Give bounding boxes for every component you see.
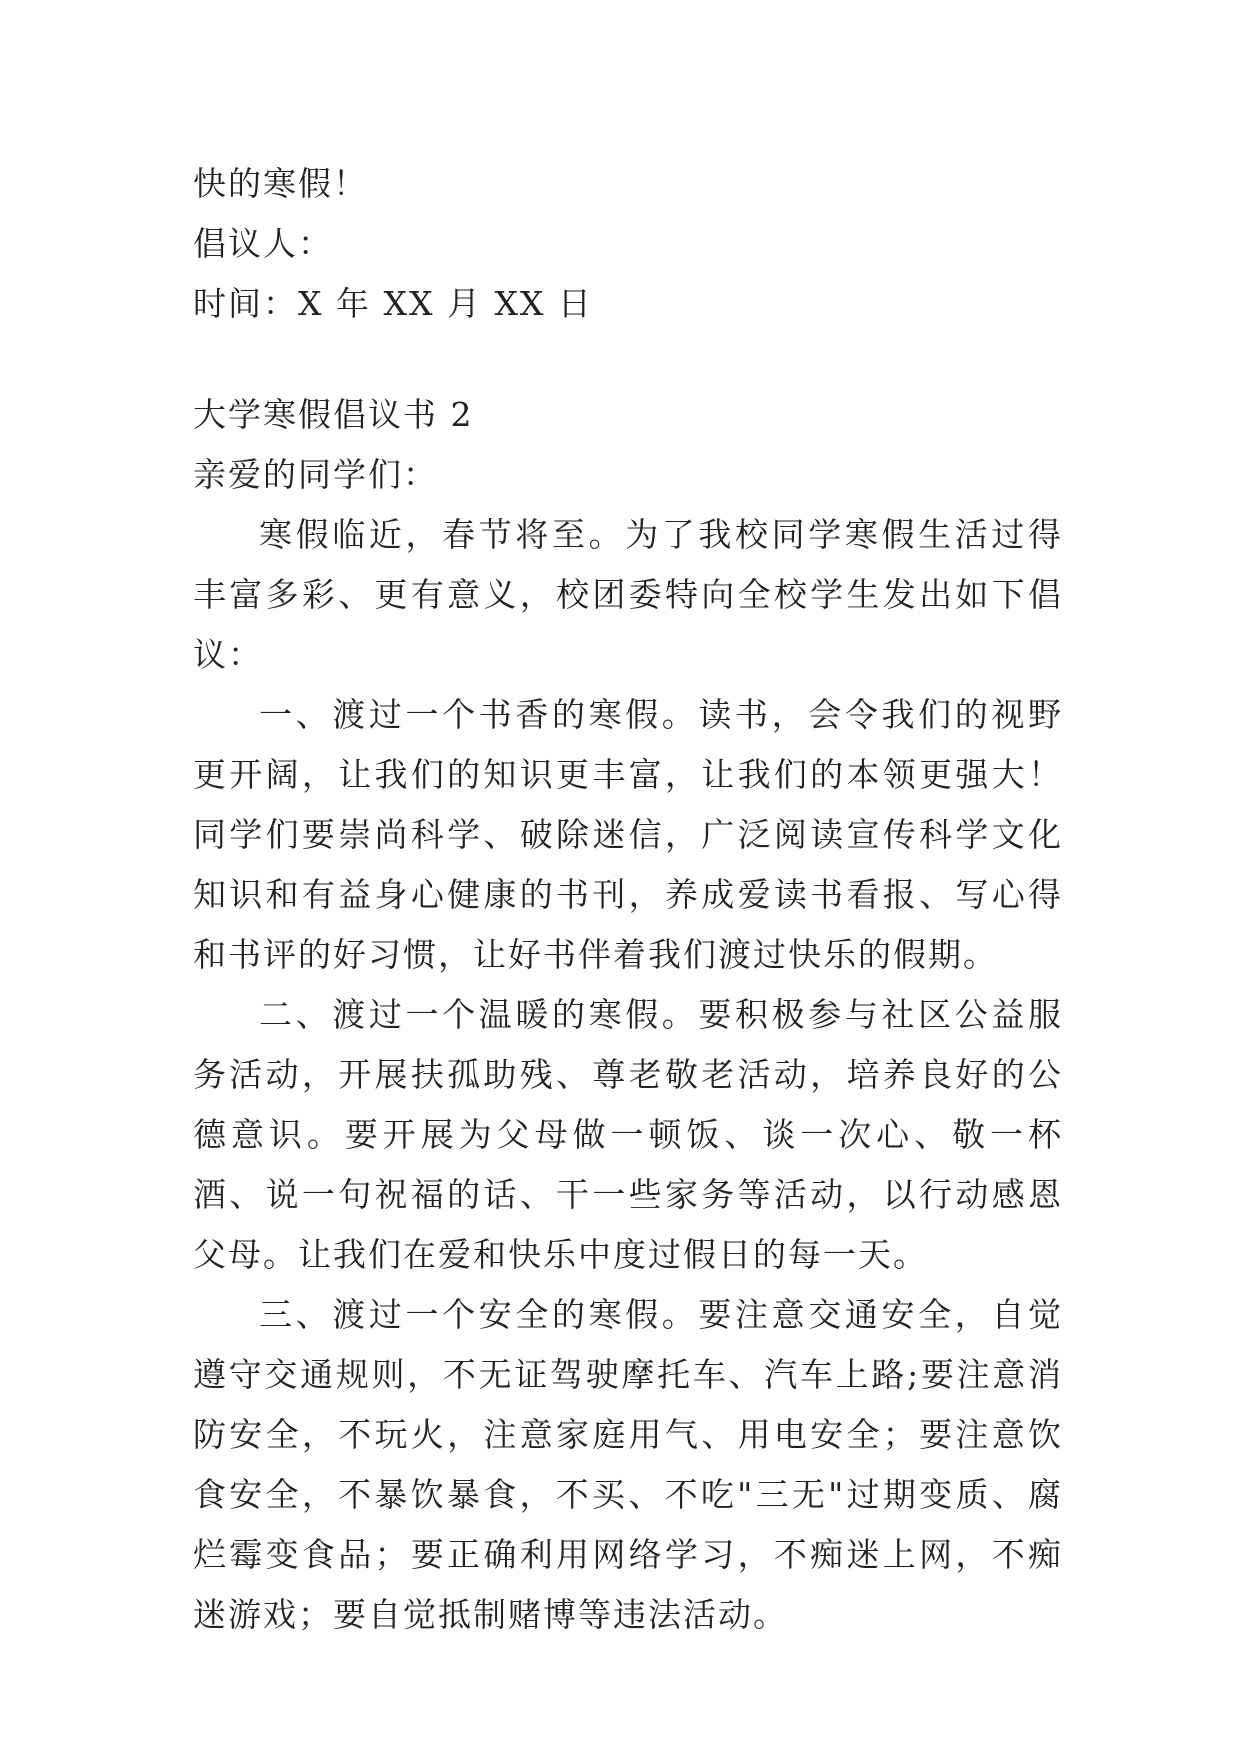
closing-line: 快的寒假！: [193, 164, 368, 203]
initiator-line: 倡议人：: [193, 224, 333, 263]
salutation: 亲爱的同学们：: [193, 455, 438, 494]
item-paragraph-2: 二、渡过一个温暖的寒假。要积极参与社区公益服务活动，开展扶孤助残、尊老敬老活动，培养良好的公德意识。要开展为父母做一顿饭、谈一次心、敬一杯酒、说一句祝福的话、干一些家务等活动，以行动感恩父母。让我们在爱和快乐中度过假日的每一天。: [193, 995, 1063, 1274]
document-body: [193, 154, 1063, 1645]
section-title: 大学寒假倡议书 2: [193, 395, 474, 434]
date-line: 时间：X 年 XX 月 XX 日: [193, 284, 593, 323]
item-paragraph-3: 三、渡过一个安全的寒假。要注意交通安全，自觉遵守交通规则，不无证驾驶摩托车、汽车上路;要注意消防安全，不玩火，注意家庭用气、用电安全；要注意饮食安全，不暴饮暴食，不买、不吃"三无"过期变质、腐烂霉变食品；要正确利用网络学习，不痴迷上网，不痴迷游戏；要自觉抵制赌博等违法活动。: [193, 1295, 1063, 1634]
intro-paragraph: 寒假临近，春节将至。为了我校同学寒假生活过得丰富多彩、更有意义，校团委特向全校学生发出如下倡议：: [193, 515, 1063, 674]
item-paragraph-1: 一、渡过一个书香的寒假。读书，会令我们的视野更开阔，让我们的知识更丰富，让我们的本领更强大！同学们要崇尚科学、破除迷信，广泛阅读宣传科学文化知识和有益身心健康的书刊，养成爱读书看报、写心得和书评的好习惯，让好书伴着我们渡过快乐的假期。: [193, 695, 1063, 974]
section-gap: [193, 334, 1063, 385]
